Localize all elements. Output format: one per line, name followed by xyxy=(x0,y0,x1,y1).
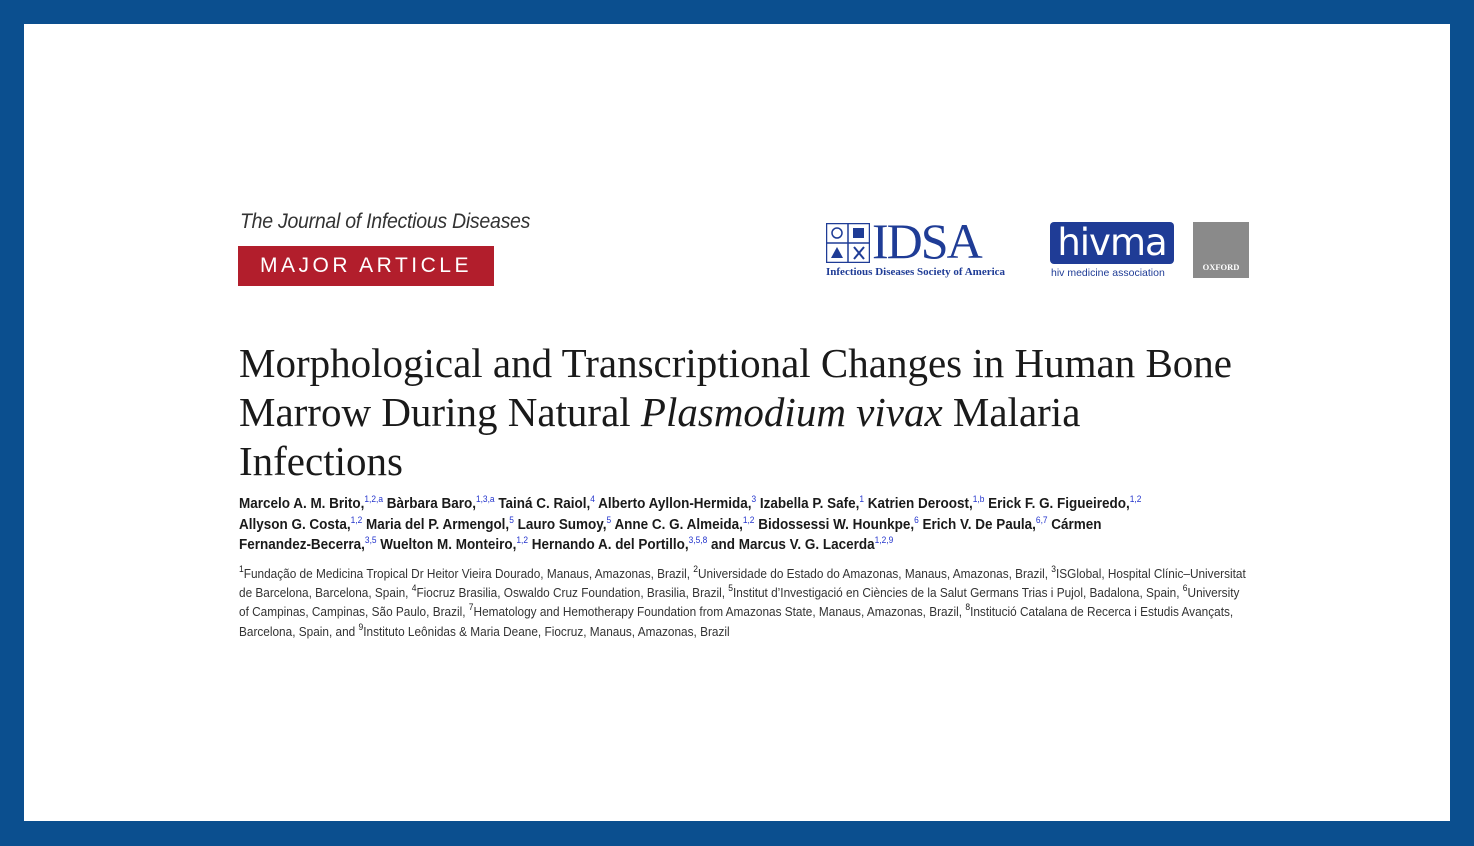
author-affiliation-marker: 1,2 xyxy=(742,514,755,525)
author xyxy=(387,496,495,512)
author xyxy=(988,496,1141,512)
author-affiliation-marker: 3,5 xyxy=(364,535,377,545)
author xyxy=(758,514,919,533)
author xyxy=(922,514,1048,533)
hivma-wordmark: hivma xyxy=(1050,222,1174,264)
idsa-emblem-icon xyxy=(826,223,870,263)
author xyxy=(380,537,528,553)
affiliation-text: Instituto Leônidas & Maria Deane, Fiocruz, Manaus, Amazonas, Brazil xyxy=(363,624,730,639)
author-affiliation-marker: 1,2 xyxy=(1129,494,1142,504)
affiliation-text: Universidade do Estado do Amazonas, Manaus, Amazonas, Brazil, xyxy=(698,567,1052,581)
author-affiliation-marker: 1,2,a xyxy=(364,494,384,504)
affiliation-number: 7 xyxy=(468,602,474,613)
author-name: Anne C. G. Almeida, xyxy=(614,516,743,533)
author-affiliation-marker: 3,5,8 xyxy=(688,535,708,545)
author-name: Hernando A. del Portillo, xyxy=(531,537,689,553)
hivma-logo xyxy=(1050,222,1176,284)
author xyxy=(498,496,595,512)
affiliation-text: Institut d’Investigació en Ciències de la Salut Germans Trias i Pujol, Badalona, Spain, xyxy=(733,586,1183,601)
affiliation-text: University of Campinas, Campinas, São Paulo, Brazil, xyxy=(239,586,1240,620)
author-name: Marcelo A. M. Brito, xyxy=(239,496,365,512)
author-affiliation-marker: 1,2,9 xyxy=(874,535,894,545)
author-affiliation-marker: 6,7 xyxy=(1035,514,1048,525)
author-affiliation-marker: 1,2 xyxy=(350,514,363,525)
article-title xyxy=(239,339,1239,486)
author-name: Alberto Ayllon-Hermida, xyxy=(598,496,752,512)
affiliation-text: Institució Catalana de Recerca i Estudis Avançats, Barcelona, Spain, and xyxy=(239,605,1234,639)
author-affiliation-marker: 4 xyxy=(590,494,595,504)
author-name: and Marcus V. G. Lacerda xyxy=(710,537,875,553)
author-affiliation-marker: 5 xyxy=(509,514,514,525)
affiliation-number: 2 xyxy=(693,564,699,574)
affiliation-text: Fiocruz Brasilia, Oswaldo Cruz Foundation, Brasilia, Brazil, xyxy=(416,586,729,601)
hivma-subtitle: hiv medicine association xyxy=(1051,267,1165,279)
author-affiliation-marker: 1,b xyxy=(972,494,985,504)
affiliation-number: 6 xyxy=(1182,583,1188,594)
affiliation-text: Fundação de Medicina Tropical Dr Heitor Vieira Dourado, Manaus, Amazonas, Brazil, xyxy=(243,567,694,581)
author-affiliation-marker: 5 xyxy=(606,514,612,525)
author-name: Wuelton M. Monteiro, xyxy=(380,537,517,553)
affiliation-number: 3 xyxy=(1051,564,1057,574)
affiliation-text: Hematology and Hemotherapy Foundation from Amazonas State, Manaus, Amazonas, Brazil, xyxy=(473,605,966,620)
author-affiliation-marker: 6 xyxy=(914,514,919,525)
author xyxy=(614,514,755,533)
oxford-logo xyxy=(1193,222,1249,278)
author xyxy=(532,537,707,553)
author-list xyxy=(239,494,1169,556)
author-affiliation-marker: 3 xyxy=(751,494,757,504)
author-name: Maria del P. Armengol, xyxy=(366,516,510,533)
journal-name: The Journal of Infectious Diseases xyxy=(240,210,531,233)
author-name: Tainá C. Raiol, xyxy=(498,496,591,512)
affiliation-number: 4 xyxy=(411,583,417,594)
affiliation-number: 9 xyxy=(358,621,364,632)
author xyxy=(868,496,985,512)
title-text-end: Malaria Infections xyxy=(239,389,1081,484)
oxford-wordmark: OXFORD xyxy=(1202,262,1240,272)
idsa-wordmark: IDSA xyxy=(872,213,981,269)
author-name: Allyson G. Costa, xyxy=(239,516,351,533)
title-text: Morphological and Transcriptional Changes in Human Bone Marrow During Natural xyxy=(239,340,1232,435)
article-type-badge: MAJOR ARTICLE xyxy=(238,246,494,286)
author xyxy=(239,496,383,512)
author-affiliation-marker: 1,3,a xyxy=(475,494,495,504)
affiliation-list xyxy=(239,565,1250,642)
author xyxy=(711,537,893,553)
author-name: Bàrbara Baro, xyxy=(386,496,476,512)
idsa-subtitle: Infectious Diseases Society of America xyxy=(826,266,1006,278)
author xyxy=(366,514,514,533)
author-name: Erick F. G. Figueiredo, xyxy=(988,496,1130,512)
author xyxy=(760,496,864,512)
author-name: Izabella P. Safe, xyxy=(759,496,860,512)
author-affiliation-marker: 1,2 xyxy=(516,535,529,545)
idsa-logo xyxy=(826,213,1041,280)
affiliation-number: 1 xyxy=(239,564,244,574)
article-page xyxy=(24,24,1450,821)
author-name: Cármen Fernandez-Becerra, xyxy=(239,516,1102,553)
affiliation-number: 8 xyxy=(965,602,971,613)
affiliation-number: 5 xyxy=(728,583,734,594)
author-name: Erich V. De Paula, xyxy=(922,516,1036,533)
author-name: Katrien Deroost, xyxy=(867,496,973,512)
author-name: Lauro Sumoy, xyxy=(517,516,607,533)
affiliation-text: ISGlobal, Hospital Clínic–Universitat de Barcelona, Barcelona, Spain, xyxy=(239,567,1246,601)
author-affiliation-marker: 1 xyxy=(859,494,865,504)
author-name: Bidossessi W. Hounkpe, xyxy=(758,516,915,533)
title-species: Plasmodium vivax xyxy=(640,389,943,435)
author xyxy=(239,514,363,533)
author xyxy=(517,514,612,533)
author xyxy=(598,496,756,512)
